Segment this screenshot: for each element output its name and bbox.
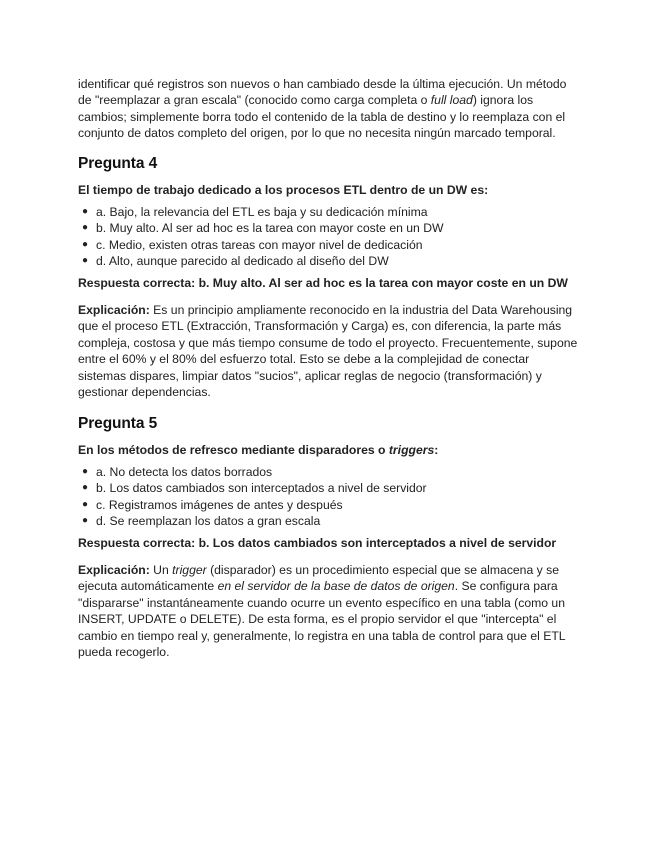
option-text: a. No detecta los datos borrados xyxy=(96,464,273,479)
explanation-label: Explicación: xyxy=(78,303,150,318)
explanation-text: Un xyxy=(149,562,173,577)
question-4-answer: Respuesta correcta: b. Muy alto. Al ser ad hoc es la tarea con mayor coste en un DW xyxy=(78,275,568,290)
intro-paragraph xyxy=(78,76,578,142)
question-5-options xyxy=(78,464,578,530)
question-5-title: Pregunta 5 xyxy=(78,414,158,432)
list-item xyxy=(78,253,578,269)
question-5-answer: Respuesta correcta: b. Los datos cambiados son interceptados a nivel de servidor xyxy=(78,535,557,550)
bullet-icon: ● xyxy=(82,255,89,267)
option-text: d. Se reemplazan los datos a gran escala xyxy=(96,514,321,529)
question-text-1: En los métodos de refresco mediante disparadores o xyxy=(78,442,389,457)
intro-italic: full load xyxy=(430,93,473,108)
list-item xyxy=(78,204,578,220)
option-text: c. Medio, existen otras tareas con mayor nivel de dedicación xyxy=(96,237,423,252)
question-4-title: Pregunta 4 xyxy=(78,154,158,172)
bullet-icon: ● xyxy=(82,238,89,250)
question-5-explanation xyxy=(78,562,578,660)
intro-text-1: identificar qué registros son nuevos o han cambiado desde la última ejecución. Un método de "reemplazar a gran escala" (conocido como carga completa o xyxy=(78,77,567,108)
list-item xyxy=(78,464,578,480)
question-5-text xyxy=(78,442,578,458)
intro-text-2: ) ignora los cambios; simplemente borra todo el contenido de la tabla de destino y lo reemplaza con el conjunto de datos completo del origen, por lo que no necesita ningún marcado temporal. xyxy=(78,93,566,141)
question-4-explanation xyxy=(78,302,578,400)
bullet-icon: ● xyxy=(82,222,89,234)
option-text: c. Registramos imágenes de antes y después xyxy=(96,497,343,512)
question-4-options xyxy=(78,204,578,270)
bullet-icon: ● xyxy=(82,482,89,494)
explanation-text: . Se configura para "dispararse" instantáneamente cuando ocurre un evento específico en una tabla (como un INSERT, UPDATE o DELETE). De esta forma, es el propio servidor el que "intercepta" el cambio en tiempo real y, generalmente, lo registra en una tabla de control para que el ETL pueda recogerlo. xyxy=(78,579,566,659)
bullet-icon: ● xyxy=(82,465,89,477)
explanation-italic: en el servidor de la base de datos de origen xyxy=(217,579,455,594)
list-item xyxy=(78,220,578,236)
question-italic: triggers xyxy=(388,442,435,457)
list-item xyxy=(78,237,578,253)
explanation-italic: trigger xyxy=(172,562,207,577)
document-page xyxy=(78,76,578,674)
option-text: d. Alto, aunque parecido al dedicado al diseño del DW xyxy=(96,254,389,269)
option-text: a. Bajo, la relevancia del ETL es baja y su dedicación mínima xyxy=(96,205,428,220)
explanation-text: Es un principio ampliamente reconocido en la industria del Data Warehousing que el proceso ETL (Extracción, Transformación y Carga) es, con diferencia, la parte más compleja, costosa y que más tiempo consume de todo el proyecto. Frecuentemente, supone entre el 60% y el 80% del esfuerzo total. Esto se debe a la complejidad de conectar sistemas dispares, limpiar datos "sucios", aplicar reglas de negocio (transformación) y gestionar dependencias. xyxy=(78,303,578,400)
option-text: b. Muy alto. Al ser ad hoc es la tarea con mayor coste en un DW xyxy=(96,221,444,236)
question-text-2: : xyxy=(434,442,439,457)
list-item xyxy=(78,480,578,496)
list-item xyxy=(78,497,578,513)
bullet-icon: ● xyxy=(82,206,89,218)
list-item xyxy=(78,513,578,529)
explanation-label: Explicación: xyxy=(78,562,150,577)
bullet-icon: ● xyxy=(82,498,89,510)
option-text: b. Los datos cambiados son interceptados a nivel de servidor xyxy=(96,481,427,496)
question-4-text: El tiempo de trabajo dedicado a los procesos ETL dentro de un DW es: xyxy=(78,182,489,197)
explanation-text: (disparador) es un procedimiento especial que se almacena y se ejecuta automáticamente xyxy=(78,562,559,594)
bullet-icon: ● xyxy=(82,515,89,527)
